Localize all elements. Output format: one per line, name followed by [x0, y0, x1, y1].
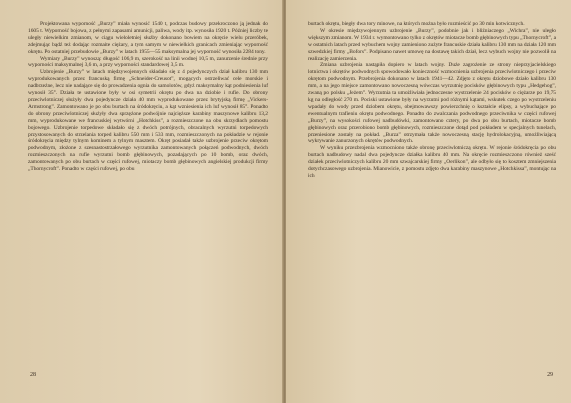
- right-paragraph-3: Zmiana uzbrojenia nastąpiła dopiero w latach wojny. Duże zagrożenie ze strony nieprzyjacielskiego lotnictwa i okrętów podwodnych spowodowało konieczność wzmocnienia uzbrojenia przeciwlotniczego i przeciw okrętom podwodnym. Przebrojenia dokonano w latach 1941—42. Zdjęto z okrętu dziobowe działo kalibru 130 mm, a na jego miejsce zamontowano nowoczesną wówczas wyrzutnię pocisków głębinowych typu „Hedgehog”, zwaną po polsku „Jeżem”. Wyrzutnia ta umożliwiała jednoczesne wystrzelenie 24 pocisków o ciężarze po 19,75 kg na odległość 270 m. Pociski ustawione były na wyrzutni pod różnymi kątami, wskutek czego po wystrzeleniu wpadały do wody przed dziobem okrętu, obejmowawszy powierzchnię o kształcie elipsy, a wybuchające po ewentualnym trafieniu okrętu podwodnego. Ponadto do zwalczania podwodnego przeciwnika w części rufowej „Burzy”, na wysokości rufowej nadbudówki, zamontowano cztery, po dwa po obu burtach, miotacze bomb głębinowych oraz przerobiono bomb głębinowych, rozmieszczone dotąd pod pokładem w specjalnych tunelach, przeniesione zostały na pokład. „Burza” otrzymała także nowoczesną stację hydrolokacyjną, umożliwiającą wykrywanie zanurzonych okrętów podwodnych.: [308, 62, 556, 145]
- right-paragraph-1: burtach okrętu, biegły dwa tory minowe, na których można było rozmieścić po 30 min kotwicznych.: [308, 21, 525, 27]
- left-paragraph-3: Uzbrojenie „Burzy” w latach międzywojennych składało się z 4 pojedynczych dział kalibru 130 mm wyprodukowanych przez francuską firmę „Schneider-Creusot”, mogących ostrzeliwać cele morskie i nadbrzeżne, lecz nie nadające się do prowadzenia ognia do samolotów, gdyż maksymalny kąt podniesienia luf wynosił 35°. Działa te ustawione były w osi symetrii okrętu po dwa na dziobie i rufie. Do obrony przeciwlotniczej służyły dwa pojedyncze działa 40 mm wyprodukowane przez brytyjską firmę „Vickers-Armstrong”. Zamontowano je po obu burtach na śródokręciu, a kąt wzniesienia ich luf wynosił 85°. Ponadto do obrony przeciwlotniczej służyły dwa sprzężone podwójnie najcięższe karabiny maszynowe kalibru 13,2 mm, wyprodukowane we francuskiej wytwórni „Hotchkiss”, a rozmieszczone na obu skrzydłach pomostu bojowego. Uzbrojenie torpedowe składało się z dwóch potrójnych, obracalnych wyrzutni torpedowych przystosowanych do strzelania torped kalibru 550 mm i 533 mm, rozmieszczonych na pokładzie w rejonie śródokręcia między tylnym kominem a tylnym masztem. Okręt posiadał także uzbrojenie przeciw okrętom podwodnym, złożone z szesnastostrzałowego wyrzutnika zamontowanych połączeń podwodnych, dwóch rozmieszczonych na rufie wyrzutni bomb głębinowych, pozadających po 10 bomb, oraz dwóch, zamontowanych po obu burtach w części rufowej, miotaczy bomb głębinowych angielskiej produkcji firmy „Thornycroft”. Ponadto w części rufowej, po obu: [28, 69, 268, 173]
- right-page: [286, 0, 571, 403]
- left-page-number: 28: [30, 372, 36, 379]
- left-page: [0, 0, 283, 403]
- right-page-number: 29: [547, 372, 553, 379]
- right-paragraph-4: W wyniku przezbrojenia wzmocniono także obronę przeciwlotniczą okrętu. W rejonie śródokręcia po obu burtach nadbudowy nadal dwa pojedyncze działka kalibru 40 mm. Na okręcie rozmieszczono również sześć działek przeciwlotniczych kalibru 20 mm szwajcarskiej firmy „Oerlikon”, ale odbyło się to kosztem zmniejszenia dotychczasowego uzbrojenia. Mianowicie, z pomostu zdjęto dwa karabiny maszynowe „Hotchkissa”, montując na ich: [308, 145, 556, 179]
- left-paragraph-1: Projektowana wyporność „Burzy” miała wynosić 1540 t, podczas budowy przekroczono ją jednak do 1605 t. Wyporność bojowa, z pełnymi zapasami amunicji, paliwa, wody itp. wynosiła 1920 t. Później liczby te uległy niewielkim zmianom, w ciągu wieloletniej służby dokonano bowiem na okręcie wielu przeróbek, zdejmując bądź też dodając rozmaite ciężary, a tym samym w niewielkich granicach zmieniając wyporność okrętu. Po ostatniej przebudowie „Burzy” w latach 1955—55 maksymalna jej wyporność wynosiła 2284 tony.: [28, 21, 268, 55]
- right-paragraph-2: W okresie międzywojennym uzbrojenie „Burzy”, podobnie jak i bliźniaczego „Wichra”, nie uległo większym zmianom. W 1934 r. wymontowano tylko z okrętów miotacze bomb głębinowych typu „Thornycroft”, a w ostatnich latach przed wybuchem wojny zamieniono zużyte francuskie działa kalibru 130 mm na działa 120 mm szwedzkiej firmy „Bofors”. Podpisano nawet umowę na dostawę takich dział, lecz wybuch wojny nie pozwolił na realizację zamierzenia.: [308, 27, 556, 62]
- left-paragraph-2: Wymiary „Burzy” wynoszą: długość 106,9 m, szerokość na linii wodnej 10,5 m, zanurzenie średnie przy wyporności maksymalnej 3,6 m, a przy wyporności standardowej 3,5 m.: [28, 55, 268, 69]
